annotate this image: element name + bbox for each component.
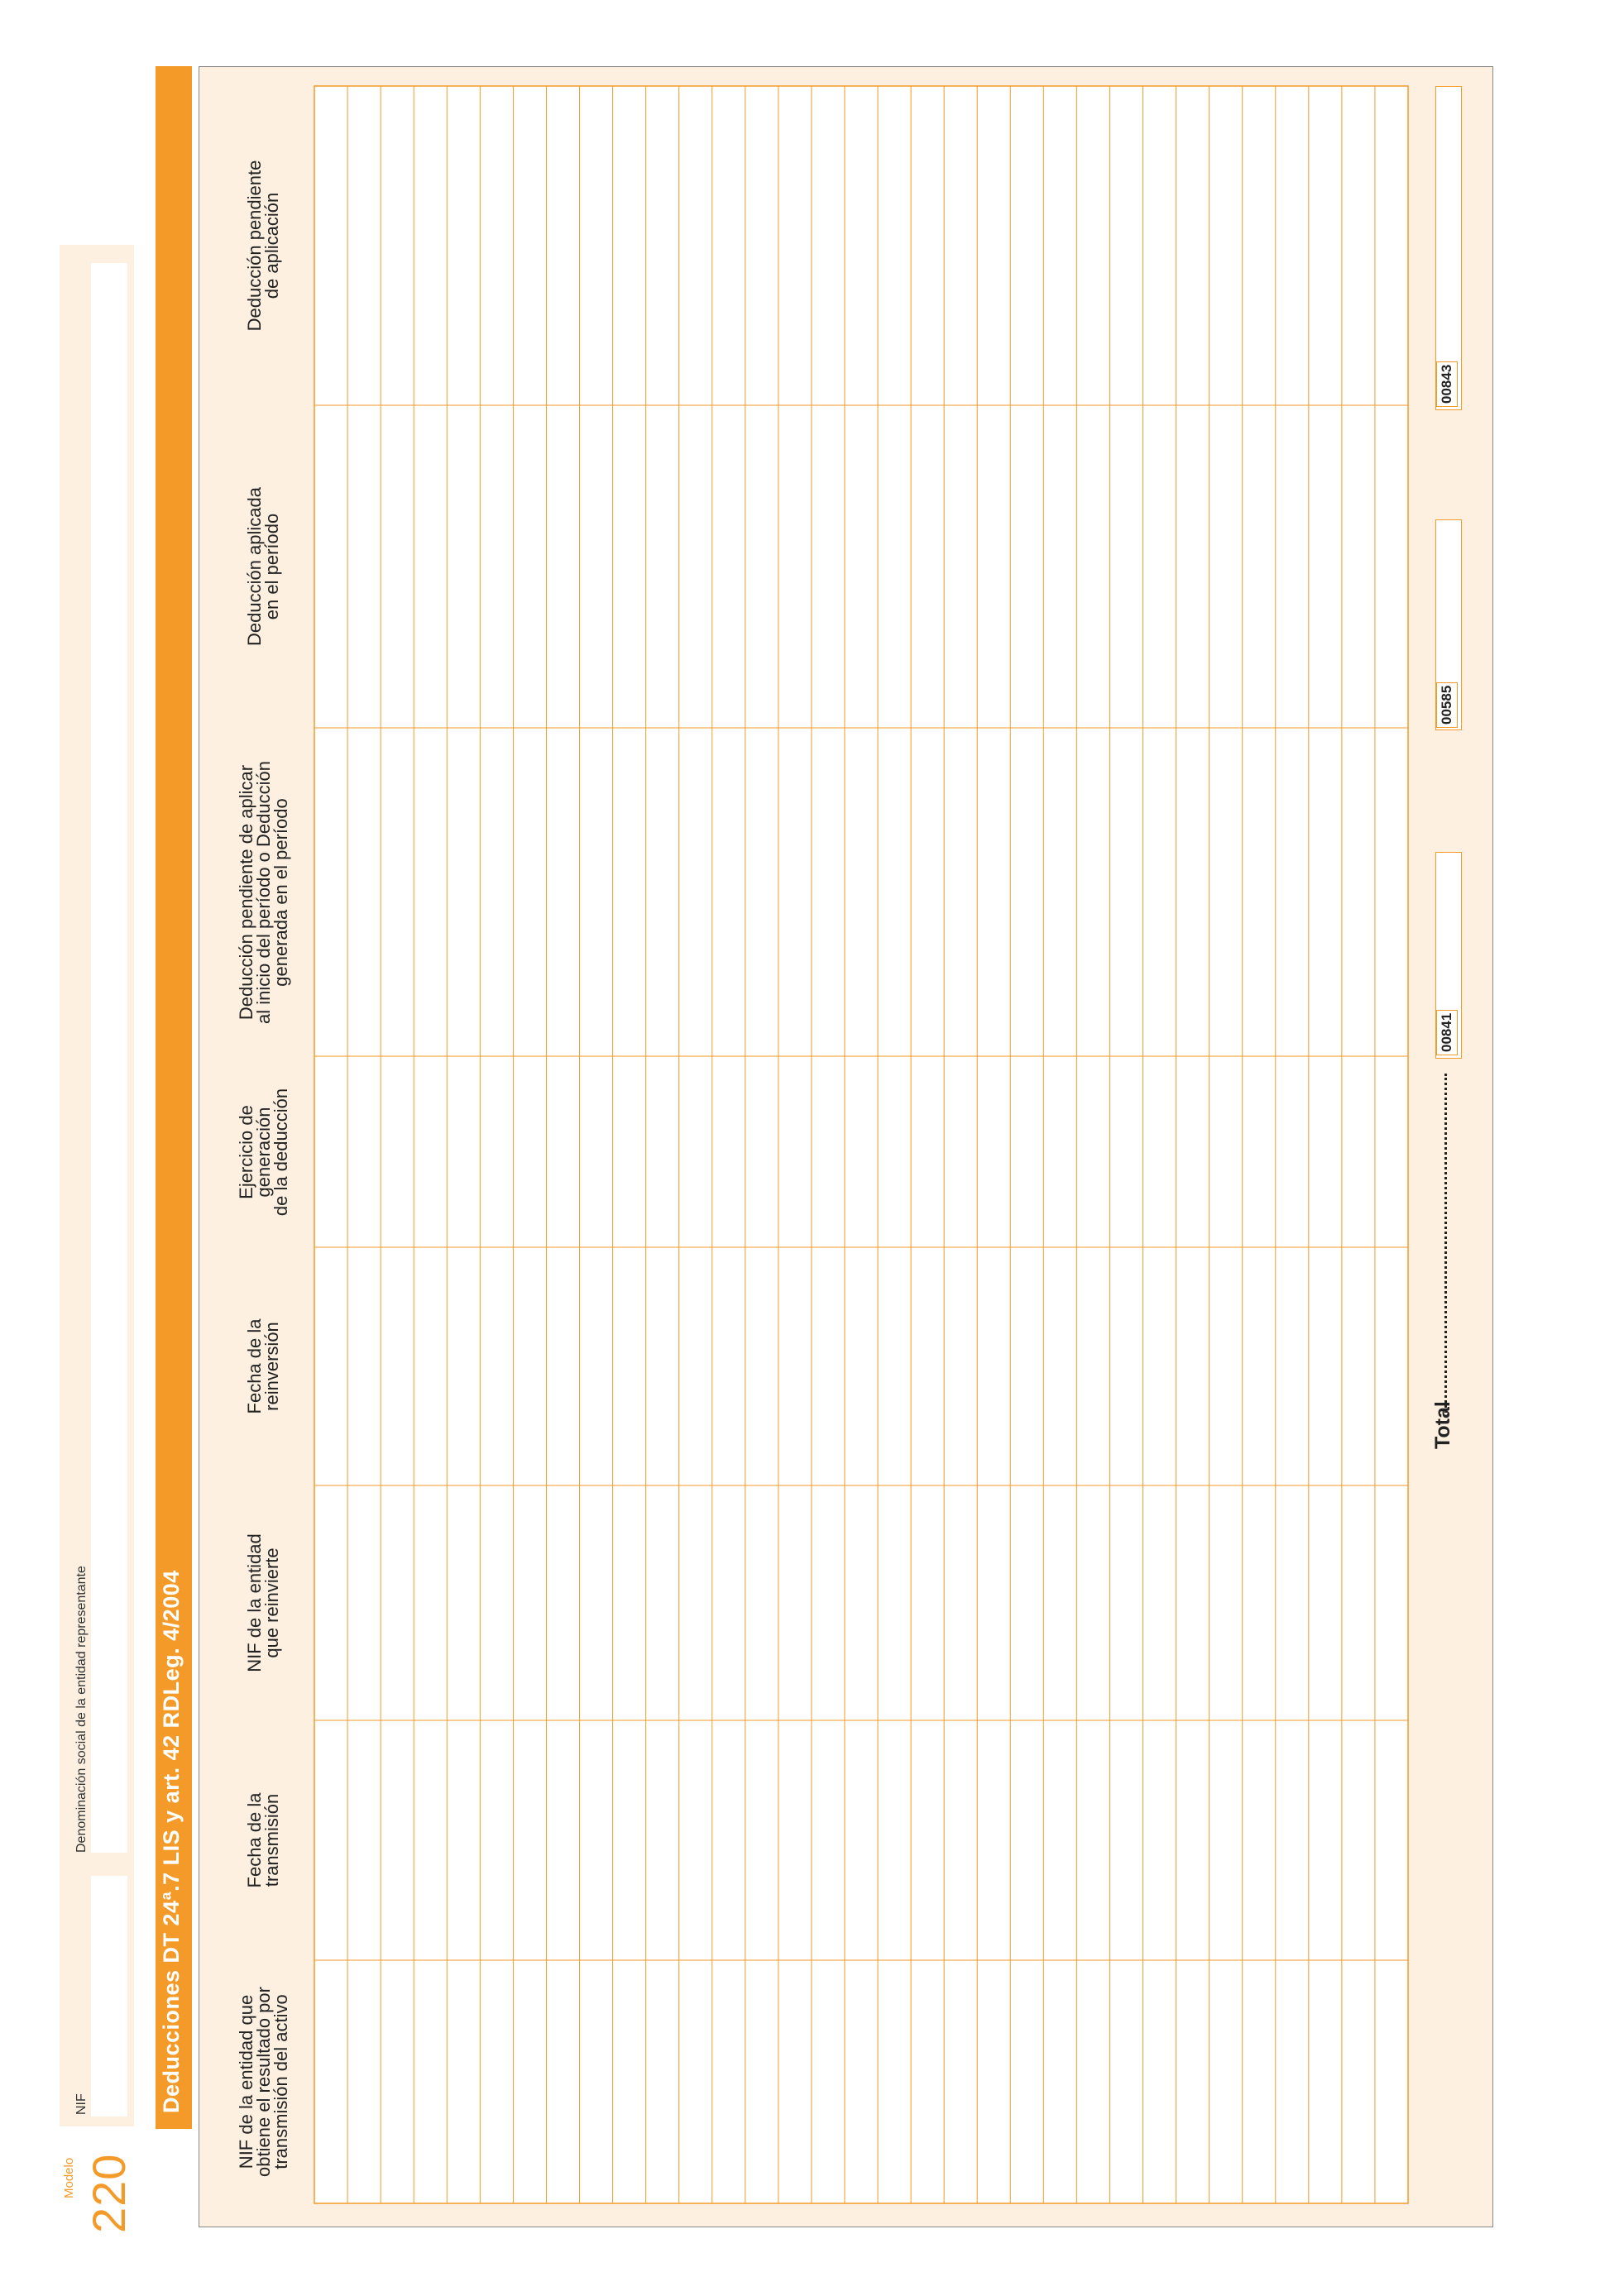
- column-header-line: que reinvierte: [261, 1547, 282, 1658]
- column-header-line: NIF de la entidad que: [235, 1994, 256, 2169]
- column-header-line: en el período: [261, 513, 282, 620]
- code-00841: 00841: [1436, 1010, 1458, 1055]
- table-body[interactable]: [314, 86, 1408, 2203]
- column-header-line: al inicio del período o Deducción: [252, 760, 274, 1024]
- denominacion-label: Denominación social de la entidad representante: [74, 1566, 89, 1853]
- column-header-line: transmisión: [261, 1793, 282, 1887]
- column-header-line: obtiene el resultado por: [252, 1987, 274, 2177]
- column-header-line: transmisión del activo: [270, 1994, 291, 2169]
- column-header-line: de la deducción: [270, 1088, 291, 1216]
- column-header-line: NIF de la entidad: [244, 1533, 265, 1672]
- column-header-line: Deducción aplicada: [244, 486, 265, 647]
- column-header-8: [230, 97, 296, 395]
- column-header-line: generada en el período: [270, 797, 291, 987]
- modelo-label: Modelo: [62, 2157, 76, 2198]
- column-header-line: Deducción pendiente de aplicar: [235, 764, 256, 1020]
- total-label: Total: [1431, 1401, 1454, 1449]
- nif-label: NIF: [74, 2093, 89, 2115]
- column-header-line: generación: [252, 1107, 274, 1197]
- section-title: Deducciones DT 24ª.7 LIS y art. 42 RDLeg. 4/2004: [159, 1570, 184, 2113]
- column-header-line: Fecha de la: [244, 1318, 265, 1414]
- code-00585: 00585: [1436, 682, 1458, 728]
- column-header-line: Fecha de la: [244, 1792, 265, 1888]
- column-header-line: Deducción pendiente: [244, 160, 265, 332]
- column-header-line: reinversión: [261, 1322, 282, 1411]
- table-grid: [314, 86, 1408, 2203]
- column-header-line: de aplicación: [261, 192, 282, 299]
- code-00843: 00843: [1436, 361, 1458, 407]
- column-header-7: [230, 418, 296, 715]
- modelo-number: 220: [83, 2153, 135, 2233]
- column-header-5: [230, 1003, 296, 1301]
- total-leader-dots: [1444, 1074, 1447, 1413]
- column-header-line: Ejercicio de: [235, 1104, 256, 1199]
- column-header-6: [230, 744, 296, 1041]
